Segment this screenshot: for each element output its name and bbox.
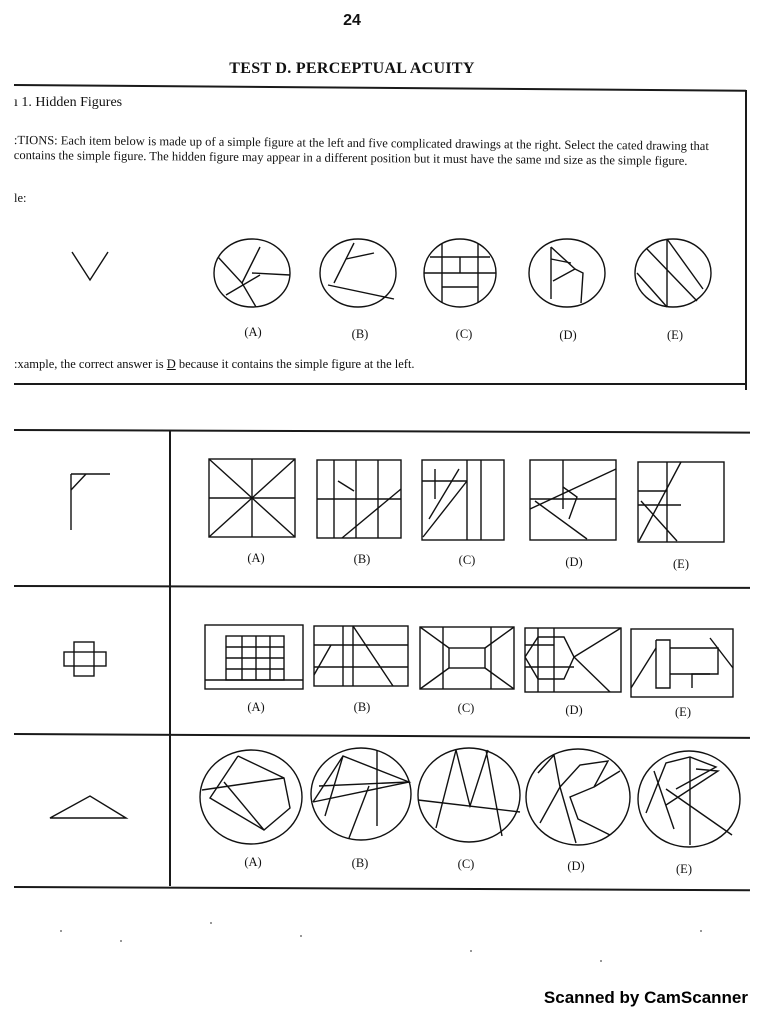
table-divider-vertical <box>169 431 171 886</box>
scan-speck <box>120 940 122 942</box>
example-note: :xample, the correct answer is D because it contains the simple figure at the left. <box>14 357 415 371</box>
example-option-e-figure[interactable] <box>633 237 713 309</box>
example-simple-figure <box>70 250 110 285</box>
box-right-line <box>745 90 747 390</box>
directions-text: :TIONS: Each item below is made up of a simple figure at the left and five complicated drawings at the right. Select the cated drawing that contains the simple figure. The hidden figure may appear in a different position but it must have the same ınd size as the simple figure. <box>13 133 709 168</box>
question-1-option-e-figure[interactable] <box>637 461 727 543</box>
example-option-d-figure[interactable] <box>527 237 607 309</box>
question-2-option-c-label: (C) <box>457 701 475 715</box>
box-top-line <box>14 84 746 92</box>
example-answer: D <box>166 357 176 371</box>
question-3-option-e-label: (E) <box>676 862 692 876</box>
question-3-option-c-figure[interactable] <box>416 746 522 844</box>
question-1-option-a-figure[interactable] <box>208 458 298 538</box>
question-1-option-b-label: (B) <box>353 552 371 566</box>
question-3-option-a-figure[interactable] <box>198 748 304 846</box>
scan-speck <box>700 930 702 932</box>
question-2-simple-figure <box>62 640 110 680</box>
question-3-option-a-label: (A) <box>244 855 262 869</box>
question-3-option-d-label: (D) <box>567 859 585 873</box>
question-2-option-c-figure[interactable] <box>419 626 517 692</box>
question-2-option-b-label: (B) <box>353 700 371 714</box>
question-2-option-e-figure[interactable] <box>630 628 736 698</box>
table-bottom-line <box>14 886 750 891</box>
question-3-option-c-label: (C) <box>457 857 475 871</box>
question-1-option-c-figure[interactable] <box>421 459 507 541</box>
question-1-simple-figure <box>68 472 113 532</box>
question-1-option-c-label: (C) <box>458 553 476 567</box>
example-option-c-figure[interactable] <box>422 237 502 309</box>
question-3-option-b-label: (B) <box>351 856 369 870</box>
example-option-e-label: (E) <box>667 328 683 342</box>
page-number: 24 <box>343 12 361 29</box>
row-divider-2 <box>14 733 750 739</box>
example-option-c-label: (C) <box>455 327 473 341</box>
question-3-option-e-figure[interactable] <box>636 749 742 849</box>
section-heading: ı 1. Hidden Figures <box>14 95 123 110</box>
scan-speck <box>470 950 472 952</box>
example-option-b-label: (B) <box>351 327 369 341</box>
question-1-option-d-figure[interactable] <box>529 459 619 541</box>
example-option-a-label: (A) <box>244 325 262 339</box>
question-2-option-e-label: (E) <box>675 705 691 719</box>
question-1-option-d-label: (D) <box>565 555 583 569</box>
question-3-option-d-figure[interactable] <box>524 747 632 847</box>
table-top-line <box>14 429 750 434</box>
question-2-option-b-figure[interactable] <box>313 625 411 689</box>
scan-speck <box>210 922 212 924</box>
example-option-a-figure[interactable] <box>212 237 292 309</box>
camscanner-footer: Scanned by CamScanner <box>543 988 748 1007</box>
question-3-simple-figure <box>48 794 128 820</box>
question-2-option-d-label: (D) <box>565 703 583 717</box>
question-2-option-d-figure[interactable] <box>524 627 624 695</box>
question-2-option-a-figure[interactable] <box>204 624 306 690</box>
question-1-option-a-label: (A) <box>247 551 265 565</box>
scan-speck <box>300 935 302 937</box>
question-1-option-b-figure[interactable] <box>316 459 404 539</box>
row-divider-1 <box>14 585 750 589</box>
test-title: TEST D. PERCEPTUAL ACUITY <box>229 60 475 77</box>
example-label: le: <box>14 191 27 205</box>
example-option-d-label: (D) <box>559 328 577 342</box>
question-2-option-a-label: (A) <box>247 700 265 714</box>
box-bottom-line <box>14 383 747 385</box>
question-1-option-e-label: (E) <box>673 557 689 571</box>
scan-speck <box>60 930 62 932</box>
scan-speck <box>600 960 602 962</box>
example-option-b-figure[interactable] <box>318 237 398 309</box>
question-3-option-b-figure[interactable] <box>309 746 413 842</box>
